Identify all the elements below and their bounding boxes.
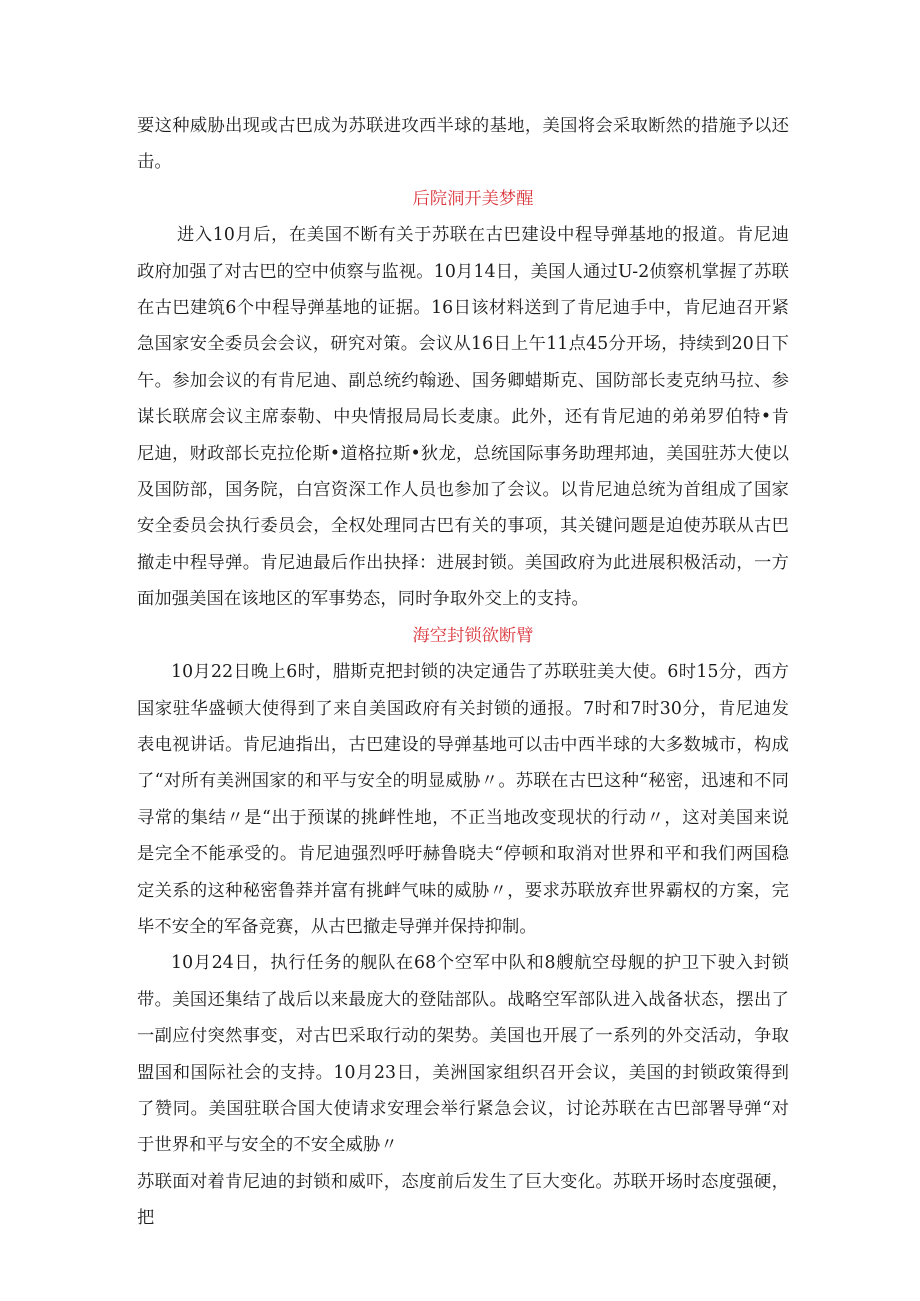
paragraph-october-reports: 进入10月后，在美国不断有关于苏联在古巴建设中程导弹基地的报道。肯尼迪政府加强了对古巴的空中侦察与监视。10月14日，美国人通过U-2侦察机掌握了苏联在古巴建筑6个中程导弹基地的证据。16日该材料送到了肯尼迪手中，肯尼迪召开紧急国家安全委员会会议，研究对策。会议从16日上午11点45分开场，持续到20日下午。参加会议的有肯尼迪、副总统约翰逊、国务卿蜡斯克、国防部长麦克纳马拉、参谋长联席会议主席泰勒、中央情报局局长麦康。此外，还有肯尼迪的弟弟罗伯特•肯尼迪，财政部长克拉伦斯•道格拉斯•狄龙，总统国际事务助理邦迪，美国驻苏大使以及国防部，国务院，白宫资深工作人员也参加了会议。以肯尼迪总统为首组成了国家安全委员会执行委员会，全权处理同古巴有关的事项，其关键问题是迫使苏联从古巴撤走中程导弹。肯尼迪最后作出抉择：进展封锁。美国政府为此进展积极活动，一方面加强美国在该地区的军事势态，同时争取外交上的支持。 (137, 225, 789, 610)
section-heading-backyard: 后院洞开美梦醒 (412, 188, 534, 209)
document-page (137, 108, 789, 1237)
paragraph-soviet-response: 苏联面对着肯尼迪的封锁和威吓，态度前后发生了巨大变化。苏联开场时态度强硬，把 (137, 1171, 789, 1229)
paragraph-october-22: 10月22日晚上6时，腊斯克把封锁的决定通告了苏联驻美大使。6时15分，西方国家驻华盛顿大使得到了来自美国政府有关封锁的通报。7时和7时30分，肯尼迪发表电视讲话。肯尼迪指出，古巴建设的导弹基地可以击中西半球的大多数城市，构成了“对所有美洲国家的和平与安全的明显威胁〃。苏联在古巴这种“秘密，迅速和不同寻常的集结〃是“出于预谋的挑衅性地，不正当地改变现状的行动〃，这对美国来说是完全不能承受的。肯尼迪强烈呼吁赫鲁晓夫“停顿和取消对世界和平和我们两国稳定关系的这种秘密鲁莽并富有挑衅气味的威胁〃，要求苏联放弃世界霸权的方案，完毕不安全的军备竞赛，从古巴撤走导弹并保持抑制。 (137, 662, 789, 937)
paragraph-continuation: 要这种威胁出现或古巴成为苏联进攻西半球的基地，美国将会采取断然的措施予以还击。 (137, 116, 789, 173)
paragraph-october-24: 10月24日，执行任务的舰队在68个空军中队和8艘航空母舰的护卫下驶入封锁带。美国还集结了战后以来最庞大的登陆部队。战略空军部队进入战备状态，摆出了一副应付突然事变，对古巴采取行动的架势。美国也开展了一系列的外交活动，争取盟国和国际社会的支持。10月23日，美洲国家组织召开会议，美国的封锁政策得到了赞同。美国驻联合国大使请求安理会举行紧急会议，讨论苏联在古巴部署导弹“对于世界和平与安全的不安全威胁〃 (137, 953, 789, 1156)
section-heading-blockade: 海空封锁欲断臂 (412, 625, 534, 646)
